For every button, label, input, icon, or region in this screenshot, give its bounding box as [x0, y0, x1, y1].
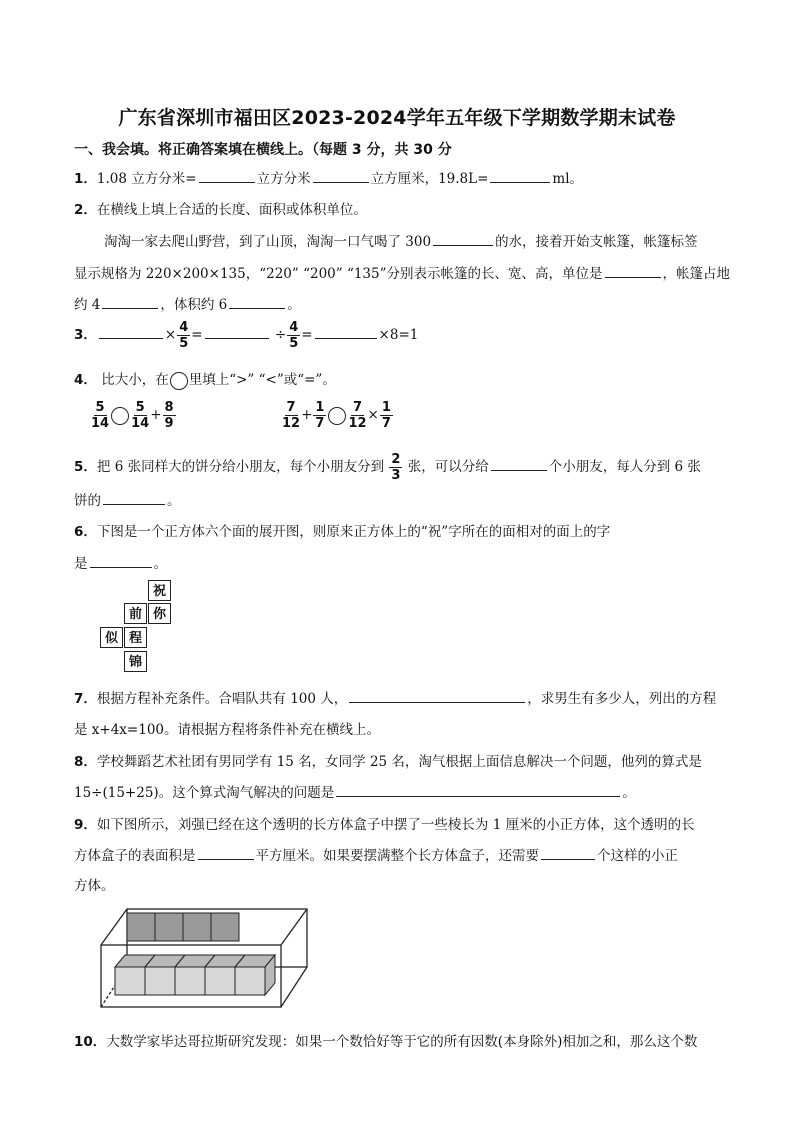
numerator: 4 [289, 320, 299, 335]
small-cube-back-row [127, 913, 155, 941]
question-number: 8． [74, 754, 97, 770]
compare-a [90, 400, 177, 431]
question-text: 1.08 立方分米= [96, 171, 197, 187]
question-number: 10． [74, 1034, 107, 1050]
question-text: 是 x+4x=100。请根据方程将条件补充在横线上。 [74, 722, 380, 738]
net-cell: 前 [124, 603, 147, 624]
denominator: 12 [282, 416, 301, 431]
question-text: 。 [622, 785, 636, 801]
question-text: 学校舞蹈艺术社团有男同学有 15 名，女同学 25 名，淘气根据上面信息解决一个问题，他列的算式是 [96, 754, 702, 770]
question-text: 把 6 张同样大的饼分给小朋友，每个小朋友分到 [96, 459, 385, 475]
numerator: 5 [95, 400, 105, 415]
question-10 [74, 1030, 697, 1050]
answer-blank[interactable] [605, 263, 661, 278]
answer-blank[interactable] [490, 168, 550, 183]
denominator: 5 [289, 336, 299, 351]
fraction [380, 400, 393, 431]
question-text: ，求男生有多少人，列出的方程 [527, 691, 717, 707]
question-text: ×8=1 [378, 327, 419, 343]
net-cell: 似 [100, 627, 123, 648]
question-2-line-1 [104, 230, 698, 250]
numerator: 8 [164, 400, 174, 415]
question-3 [74, 320, 418, 351]
small-cube-back-row [183, 913, 211, 941]
cube-net-figure [98, 580, 178, 675]
answer-blank[interactable] [349, 688, 525, 703]
question-text: 方体盒子的表面积是 [74, 848, 196, 864]
small-cube [205, 967, 235, 995]
section-heading: 一、我会填。将正确答案填在横线上。（每题 3 分，共 30 分 [74, 142, 452, 158]
denominator: 3 [391, 468, 401, 483]
question-2-line-2 [74, 262, 730, 282]
operator: + [301, 407, 313, 423]
question-number: 7． [74, 691, 97, 707]
question-text: 显示规格为 220×200×135，“220” “200” “135”分别表示帐篷的长、宽、高，单位是 [74, 266, 603, 282]
question-text: 如下图所示，刘强已经在这个透明的长方体盒子中摆了一些棱长为 1 厘米的小正方体，这个透明的长 [96, 817, 695, 833]
question-text: 饼的 [74, 493, 101, 509]
question-text: 的水，接着开始支帐篷，帐篷标签 [495, 234, 698, 250]
denominator: 14 [91, 416, 110, 431]
denominator: 14 [131, 416, 150, 431]
denominator: 7 [315, 416, 325, 431]
fraction [348, 400, 366, 431]
box-edge [101, 909, 127, 945]
answer-blank[interactable] [229, 294, 285, 309]
answer-blank[interactable] [205, 324, 269, 339]
question-number: 4． [74, 372, 97, 388]
operator: = [191, 327, 203, 343]
fraction [282, 400, 300, 431]
small-cube [145, 967, 175, 995]
fraction [389, 452, 402, 483]
question-text: 立方分米 [256, 171, 311, 187]
question-text: 。 [287, 297, 301, 313]
question-number: 9． [74, 817, 97, 833]
question-9-line-2 [74, 844, 678, 864]
question-text: 个小朋友，每人分到 6 张 [548, 459, 701, 475]
operator: ÷ [274, 327, 287, 343]
denominator: 9 [164, 416, 174, 431]
question-text: 里填上“>” “<”或“=”。 [188, 372, 336, 388]
question-text: ，体积约 6 [160, 297, 228, 313]
small-cube [115, 967, 145, 995]
question-number: 6． [74, 524, 97, 540]
denominator: 7 [381, 416, 391, 431]
answer-blank[interactable] [198, 845, 254, 860]
question-number: 1． [74, 171, 97, 187]
numerator: 2 [391, 452, 401, 467]
small-cube-back-row [155, 913, 183, 941]
operator: + [150, 407, 162, 423]
denominator: 12 [348, 416, 367, 431]
question-text: 个这样的小正 [597, 848, 678, 864]
question-text: ml。 [552, 171, 584, 187]
question-text: 比大小，在 [101, 372, 169, 388]
cuboid-box-figure [97, 905, 322, 1010]
answer-blank[interactable] [103, 490, 165, 505]
answer-blank[interactable] [315, 324, 377, 339]
small-cube [175, 967, 205, 995]
small-cubes [115, 913, 275, 995]
answer-blank[interactable] [491, 456, 547, 471]
question-number: 2． [74, 202, 97, 218]
question-number: 3． [74, 327, 97, 343]
answer-blank[interactable] [313, 168, 369, 183]
question-text: 是 [74, 556, 88, 572]
small-cube [235, 967, 265, 995]
question-text: 张，可以分给 [407, 459, 489, 475]
net-cell: 你 [148, 603, 171, 624]
question-text: ，帐篷占地 [662, 266, 731, 282]
question-2 [74, 198, 367, 218]
question-6-line-2 [74, 552, 167, 572]
numerator: 5 [135, 400, 145, 415]
compare-circle[interactable] [111, 407, 129, 425]
net-cell: 锦 [124, 651, 147, 672]
question-text: 大数学家毕达哥拉斯研究发现：如果一个数恰好等于它的所有因数(本身除外)相加之和，那么这个数 [106, 1034, 698, 1050]
question-7-line-2 [74, 718, 380, 738]
denominator: 5 [179, 336, 189, 351]
compare-b [281, 400, 394, 431]
question-4 [74, 368, 336, 390]
fraction [163, 400, 176, 431]
answer-blank[interactable] [199, 168, 255, 183]
answer-blank[interactable] [336, 782, 620, 797]
question-text: 平方厘米。如果要摆满整个长方体盒子，还需要 [255, 848, 539, 864]
question-2-line-3 [74, 293, 301, 313]
numerator: 7 [286, 400, 296, 415]
question-9-line-3 [74, 874, 115, 894]
operator: × [164, 327, 177, 343]
compare-circle-icon [170, 372, 188, 390]
box-edge [281, 909, 307, 945]
box-edge [281, 967, 307, 1007]
numerator: 1 [315, 400, 325, 415]
question-8 [74, 750, 702, 770]
compare-circle[interactable] [328, 407, 346, 425]
question-5-line-2 [74, 489, 181, 509]
numerator: 7 [352, 400, 363, 415]
answer-blank[interactable] [102, 294, 158, 309]
question-text: 。 [167, 493, 181, 509]
question-8-line-2 [74, 781, 636, 801]
operator: × [367, 407, 379, 423]
answer-blank[interactable] [433, 231, 493, 246]
question-text: 立方厘米，19.8L= [370, 171, 489, 187]
question-text: 淘淘一家去爬山野营，到了山顶，淘淘一口气喝了 300 [104, 234, 432, 250]
question-9 [74, 813, 695, 833]
question-text: 在横线上填上合适的长度、面积或体积单位。 [96, 202, 367, 218]
question-text: 根据方程补充条件。合唱队共有 100 人， [96, 691, 348, 707]
question-text: 方体。 [74, 878, 115, 894]
fraction [177, 320, 190, 351]
small-cube-back-row [211, 913, 239, 941]
net-cell: 程 [124, 627, 147, 648]
answer-blank[interactable] [99, 324, 163, 339]
net-cell: 祝 [148, 580, 171, 601]
question-1 [74, 167, 583, 187]
question-number: 5． [74, 459, 97, 475]
operator: = [301, 327, 313, 343]
question-5 [74, 452, 701, 483]
question-text: 下图是一个正方体六个面的展开图，则原来正方体上的“祝”字所在的面相对的面上的字 [96, 524, 611, 540]
numerator: 1 [381, 400, 391, 415]
fraction [287, 320, 300, 351]
question-text: 。 [153, 556, 167, 572]
fraction [131, 400, 149, 431]
fraction [91, 400, 109, 431]
answer-blank[interactable] [90, 553, 152, 568]
page-title: 广东省深圳市福田区2023-2024学年五年级下学期数学期末试卷 [118, 107, 676, 129]
fraction [313, 400, 326, 431]
question-text: 约 4 [74, 297, 101, 313]
answer-blank[interactable] [541, 845, 595, 860]
numerator: 4 [179, 320, 189, 335]
question-7 [74, 687, 716, 707]
question-6 [74, 520, 610, 540]
question-text: 15÷(15+25)。这个算式淘气解决的问题是 [74, 785, 335, 801]
